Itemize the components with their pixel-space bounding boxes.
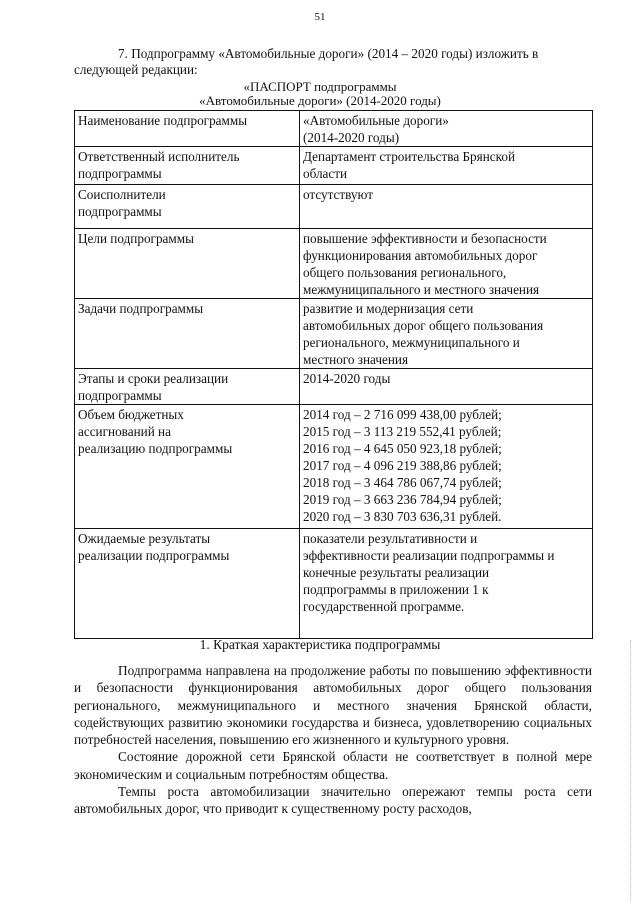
passport-row-label: [75, 405, 300, 529]
passport-row-value: [300, 405, 593, 529]
value-line: 2014 год – 2 716 099 438,00 рублей;: [303, 407, 502, 422]
value-line: 2019 год – 3 663 236 784,94 рублей;: [303, 492, 502, 507]
label-line: Объем бюджетных: [78, 407, 184, 422]
value-line: показатели результативности и: [303, 531, 478, 546]
label-line: Цели подпрограммы: [78, 231, 194, 246]
body-text: [74, 662, 592, 818]
value-line: подпрограммы в приложении 1 к: [303, 582, 489, 597]
label-line: ассигнований на: [78, 424, 171, 439]
value-line: Департамент строительства Брянской: [303, 149, 516, 164]
label-line: реализации подпрограммы: [78, 548, 230, 563]
label-line: Наименование подпрограммы: [78, 113, 248, 128]
value-line: отсутствуют: [303, 187, 373, 202]
passport-row-value: [300, 229, 593, 299]
passport-row: [75, 147, 593, 185]
passport-title: [0, 80, 640, 108]
paragraph: Состояние дорожной сети Брянской области не соответствует в полной мере экономическим и социальным потребностям общества.: [74, 749, 592, 782]
label-line: реализацию подпрограммы: [78, 441, 233, 456]
paragraph: Подпрограмма направлена на продолжение работы по повышению эффективности и безопасности функционирования автомобильных дорог общего пользования регионального, межмуниципального и местного значения Брянской области, содействующих развитию экономики государства и бизнеса, удовлетворению социальных потребностей населения, повышению его жизненного и культурного уровня.: [74, 663, 592, 748]
value-line: 2016 год – 4 645 050 923,18 рублей;: [303, 441, 502, 456]
label-line: подпрограммы: [78, 204, 162, 219]
passport-table: [74, 110, 593, 639]
passport-row-value: [300, 529, 593, 639]
value-line: конечные результаты реализации: [303, 565, 490, 580]
passport-row: [75, 229, 593, 299]
value-line: общего пользования регионального,: [303, 265, 507, 280]
value-line: эффективности реализации подпрограммы и: [303, 548, 555, 563]
passport-row-value: [300, 185, 593, 229]
page-number: 51: [314, 11, 326, 23]
passport-row-label: [75, 229, 300, 299]
value-line: 2020 год – 3 830 703 636,31 рублей.: [303, 509, 502, 524]
passport-title-line-2: «Автомобильные дороги» (2014-2020 годы): [199, 93, 441, 108]
amendment-line-2: следующей редакции:: [74, 62, 198, 77]
passport-row-label: [75, 111, 300, 147]
passport-row: [75, 405, 593, 529]
passport-row-value: [300, 111, 593, 147]
label-line: подпрограммы: [78, 388, 162, 403]
value-line: (2014-2020 годы): [303, 130, 400, 145]
value-line: местного значения: [303, 352, 409, 367]
label-line: Соисполнители: [78, 187, 166, 202]
passport-row-label: [75, 369, 300, 405]
paragraph: Темпы роста автомобилизации значительно опережают темпы роста сети автомобильных дорог, что приводит к существенному росту расходов,: [74, 784, 592, 817]
passport-row: [75, 185, 593, 229]
value-line: регионального, межмуниципального и: [303, 335, 520, 350]
value-line: 2018 год – 3 464 786 067,74 рублей;: [303, 475, 502, 490]
label-line: Ответственный исполнитель: [78, 149, 240, 164]
value-line: области: [303, 166, 348, 181]
passport-row-label: [75, 147, 300, 185]
passport-row-label: [75, 185, 300, 229]
label-line: Задачи подпрограммы: [78, 301, 204, 316]
value-line: межмуниципального и местного значения: [303, 282, 540, 297]
label-line: подпрограммы: [78, 166, 162, 181]
passport-row: [75, 369, 593, 405]
passport-title-line-1: «ПАСПОРТ подпрограммы: [243, 79, 397, 94]
passport-row-label: [75, 299, 300, 369]
passport-row-value: [300, 299, 593, 369]
value-line: автомобильных дорог общего пользования: [303, 318, 544, 333]
passport-row: [75, 299, 593, 369]
passport-row-value: [300, 147, 593, 185]
value-line: развитие и модернизация сети: [303, 301, 474, 316]
section-heading: 1. Краткая характеристика подпрограммы: [199, 637, 441, 652]
binding-edge-marks: [630, 640, 634, 900]
passport-row-label: [75, 529, 300, 639]
value-line: функционирования автомобильных дорог: [303, 248, 538, 263]
amendment-intro: [74, 46, 592, 78]
passport-row: [75, 529, 593, 639]
passport-row-value: [300, 369, 593, 405]
amendment-line-1: 7. Подпрограмму «Автомобильные дороги» (2014 – 2020 годы) изложить в: [118, 46, 539, 61]
passport-row: [75, 111, 593, 147]
value-line: 2014-2020 годы: [303, 371, 391, 386]
label-line: Ожидаемые результаты: [78, 531, 211, 546]
label-line: Этапы и сроки реализации: [78, 371, 229, 386]
value-line: 2015 год – 3 113 219 552,41 рублей;: [303, 424, 502, 439]
value-line: государственной программе.: [303, 599, 465, 614]
value-line: «Автомобильные дороги»: [303, 113, 449, 128]
value-line: 2017 год – 4 096 219 388,86 рублей;: [303, 458, 502, 473]
value-line: повышение эффективности и безопасности: [303, 231, 547, 246]
